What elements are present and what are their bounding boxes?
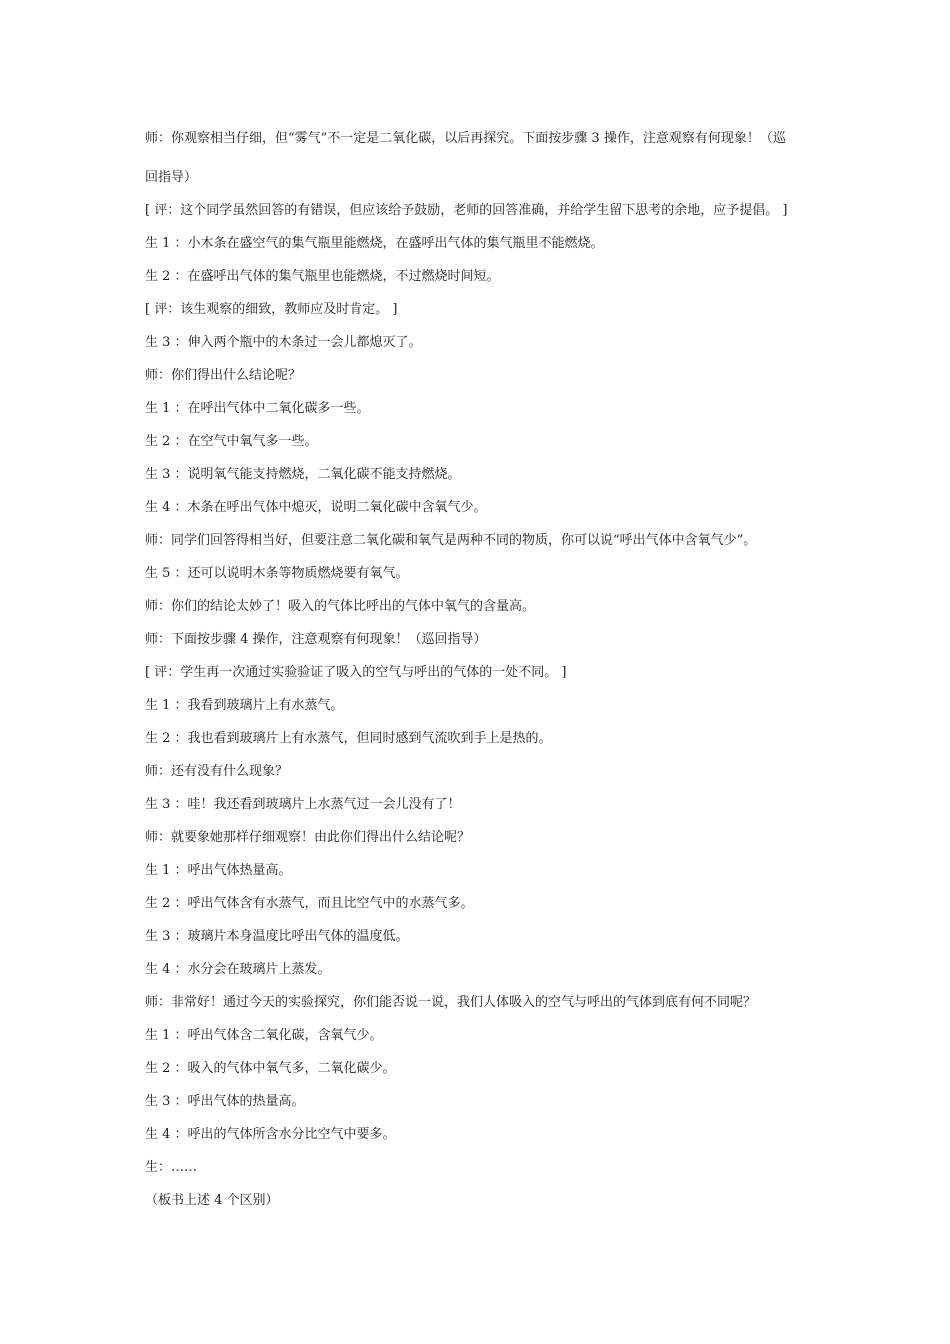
text-line: 生 3 ：伸入两个瓶中的木条过一会儿都熄灭了。 (145, 335, 422, 350)
text-line: 师：还有没有什么现象？ (145, 764, 289, 779)
text-line: 生 2 ：我也看到玻璃片上有水蒸气，但同时感到气流吹到手上是热的。 (145, 731, 552, 746)
text-line: [ 评：该生观察的细致，教师应及时肯定。 ] (145, 302, 398, 317)
text-line: 师：下面按步骤 4 操作，注意观察有何现象！（巡回指导） (145, 632, 487, 647)
text-line: 生 1 ：呼出气体含二氧化碳，含氧气少。 (145, 1028, 383, 1043)
text-line: 师：非常好！通过今天的实验探究，你们能否说一说，我们人体吸入的空气与呼出的气体到底有何不同呢？ (145, 995, 757, 1010)
text-line: 生 3 ：呼出气体的热量高。 (145, 1094, 305, 1109)
text-line: [ 评：这个同学虽然回答的有错误，但应该给予鼓励，老师的回答准确，并给学生留下思考的余地，应予提倡。 ] (145, 203, 788, 218)
text-line: 生 1 ：呼出气体热量高。 (145, 863, 292, 878)
text-line: 师：同学们回答得相当好，但要注意二氧化碳和氧气是两种不同的物质，你可以说“呼出气体中含氧气少”。 (145, 533, 757, 548)
text-line: 生 2 ：在空气中氧气多一些。 (145, 434, 318, 449)
text-line: 生 1 ：在呼出气体中二氧化碳多一些。 (145, 401, 370, 416)
text-line: （板书上述 4 个区别） (145, 1193, 279, 1208)
text-line: 生 1 ：我看到玻璃片上有水蒸气。 (145, 698, 344, 713)
text-line: 生 4 ：木条在呼出气体中熄灭，说明二氧化碳中含氧气少。 (145, 500, 487, 515)
text-line: 生 3 ：玻璃片本身温度比呼出气体的温度低。 (145, 929, 409, 944)
text-line: [ 评：学生再一次通过实验验证了吸入的空气与呼出的气体的一处不同。 ] (145, 665, 567, 680)
text-line: 回指导） (145, 170, 198, 185)
text-line: 师：就要象她那样仔细观察！由此你们得出什么结论呢？ (145, 830, 471, 845)
text-line: 生 5 ：还可以说明木条等物质燃烧要有氧气。 (145, 566, 409, 581)
text-line: 师：你们的结论太妙了！吸入的气体比呼出的气体中氧气的含量高。 (145, 599, 536, 614)
text-line: 师：你观察相当仔细，但“雾气”不一定是二氧化碳，以后再探究。下面按步骤 3 操作，注意观察有何现象！（巡 (145, 131, 786, 146)
text-line: 师：你们得出什么结论呢？ (145, 368, 302, 383)
text-line: 生 4 ：水分会在玻璃片上蒸发。 (145, 962, 331, 977)
text-line: 生 2 ：在盛呼出气体的集气瓶里也能燃烧，不过燃烧时间短。 (145, 269, 500, 284)
text-line: 生 2 ：吸入的气体中氧气多，二氧化碳少。 (145, 1061, 396, 1076)
text-line: 生 4 ：呼出的气体所含水分比空气中要多。 (145, 1127, 396, 1142)
text-line: 生 3 ：哇！我还看到玻璃片上水蒸气过一会儿没有了！ (145, 797, 461, 812)
text-line: 生 3 ：说明氧气能支持燃烧，二氧化碳不能支持燃烧。 (145, 467, 461, 482)
text-line: 生：…… (145, 1160, 198, 1175)
text-line: 生 1 ：小木条在盛空气的集气瓶里能燃烧，在盛呼出气体的集气瓶里不能燃烧。 (145, 236, 604, 251)
text-line: 生 2 ：呼出气体含有水蒸气，而且比空气中的水蒸气多。 (145, 896, 474, 911)
